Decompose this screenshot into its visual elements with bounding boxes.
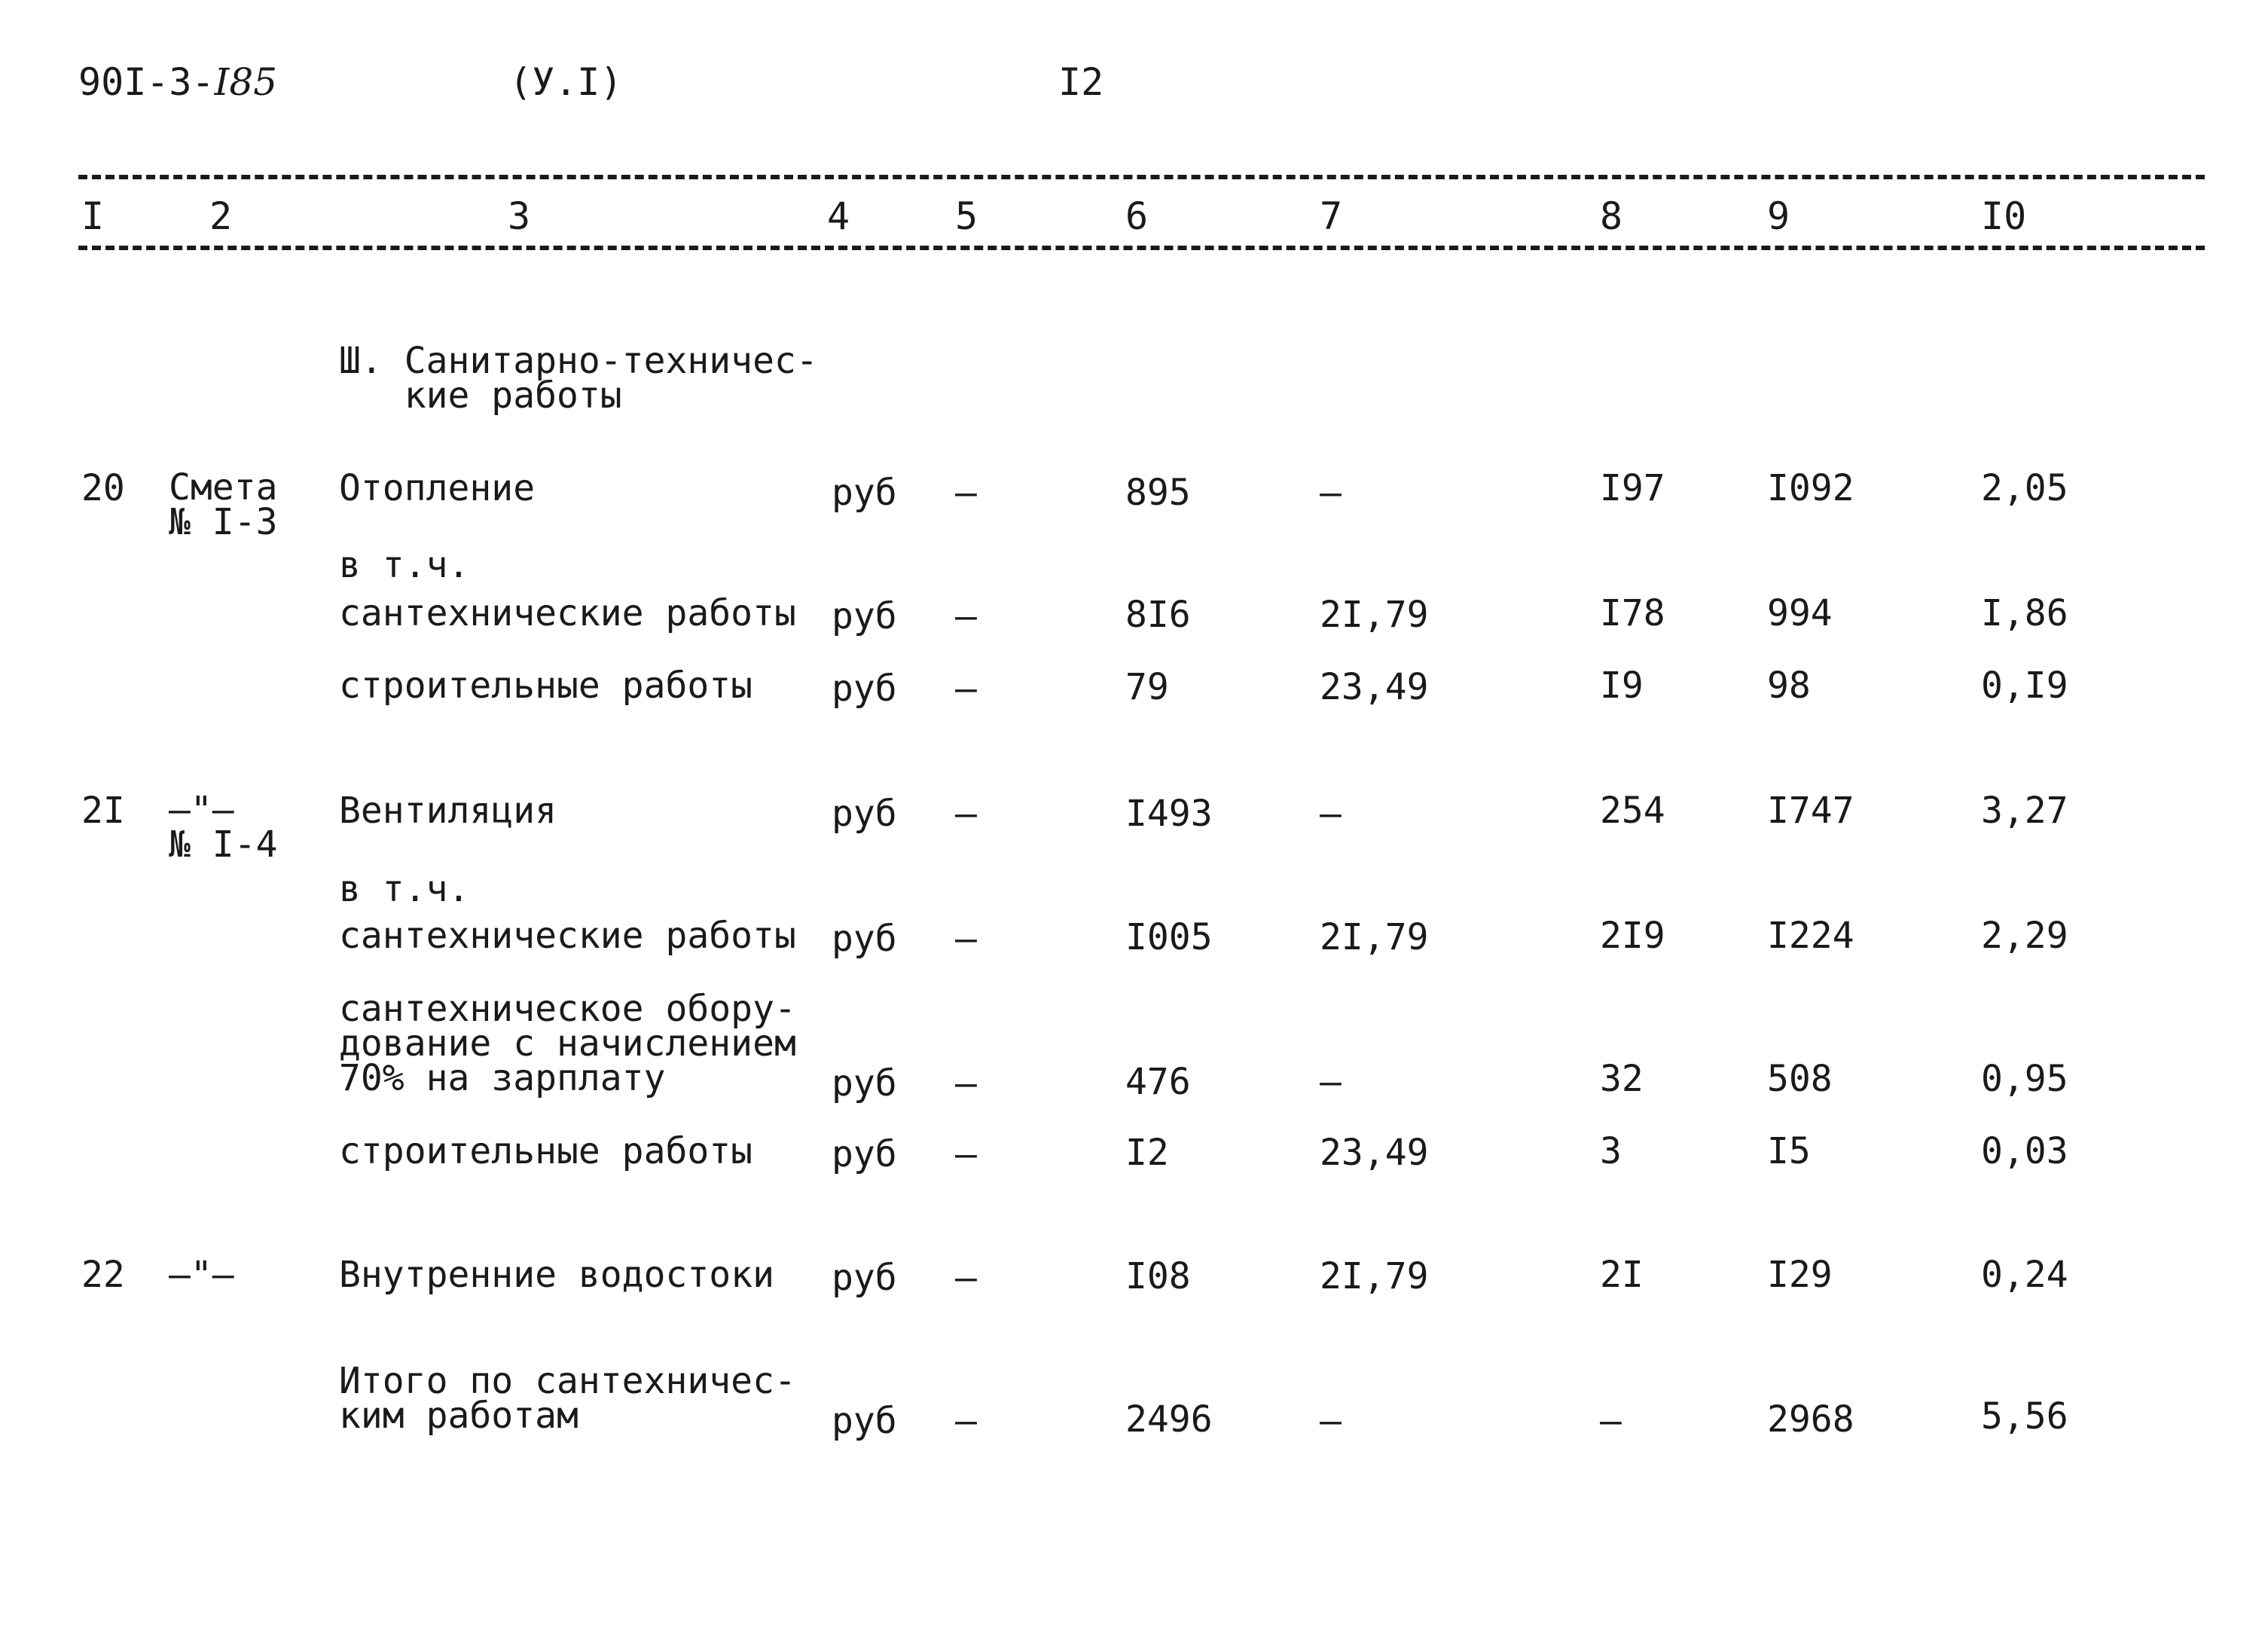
col6-value: 476	[1125, 1061, 1191, 1103]
estimate-reference: –"–	[169, 1254, 234, 1296]
col6-value: I005	[1125, 916, 1213, 958]
col5-value: –	[955, 918, 977, 960]
col10-value: 0,I9	[1981, 665, 2068, 707]
col9-value: I092	[1767, 467, 1854, 509]
row-number: 2I	[81, 790, 125, 832]
estimate-reference: Смета № I-3	[169, 466, 278, 544]
variant-label: (У.I)	[509, 60, 623, 104]
unit: руб	[832, 595, 897, 637]
col9-value: 98	[1767, 665, 1811, 707]
unit: руб	[832, 1133, 897, 1175]
col7-value: 23,49	[1320, 1132, 1429, 1174]
col8-value: 3	[1600, 1130, 1622, 1172]
col10-value: I,86	[1981, 592, 2068, 634]
unit: руб	[832, 1400, 897, 1442]
col8-value: 2I9	[1600, 915, 1665, 957]
col7-value: 2I,79	[1320, 594, 1429, 636]
col5-value: –	[955, 1257, 977, 1299]
unit: руб	[832, 1257, 897, 1299]
unit: руб	[832, 793, 897, 835]
estimate-reference: –"– № I-4	[169, 789, 278, 866]
column-number: I0	[1981, 194, 2027, 238]
col6-value: 2496	[1125, 1398, 1213, 1441]
col9-value: 508	[1767, 1058, 1833, 1100]
column-number: 7	[1320, 194, 1343, 238]
column-number: 4	[827, 194, 850, 238]
col8-value: I78	[1600, 592, 1665, 634]
col9-value: I5	[1767, 1130, 1811, 1172]
work-name: Итого по сантехничес- ким работам	[339, 1360, 796, 1438]
col7-value: –	[1320, 1400, 1342, 1442]
col7-value: 23,49	[1320, 666, 1429, 708]
col10-value: 3,27	[1981, 790, 2068, 832]
unit: руб	[832, 668, 897, 710]
col10-value: 0,03	[1981, 1130, 2068, 1172]
work-name: Вентиляция	[339, 790, 557, 832]
column-number: 6	[1125, 194, 1149, 238]
col9-value: 994	[1767, 592, 1833, 634]
col5-value: –	[955, 1400, 977, 1442]
column-number: 5	[955, 194, 978, 238]
col9-value: I747	[1767, 790, 1854, 832]
col8-value: 254	[1600, 790, 1665, 832]
unit: руб	[832, 918, 897, 960]
work-name: сантехнические работы	[339, 592, 796, 634]
col9-value: I29	[1767, 1254, 1833, 1296]
col7-value: –	[1320, 472, 1342, 514]
row-number: 20	[81, 467, 125, 509]
col10-value: 0,95	[1981, 1058, 2068, 1100]
col6-value: 79	[1125, 666, 1169, 708]
work-name: сантехническое обору- дование с начислением 70% на зарплату	[339, 988, 796, 1100]
col9-value: 2968	[1767, 1398, 1854, 1441]
col10-value: 2,05	[1981, 467, 2068, 509]
document-code-handwritten-number: I85	[214, 60, 277, 104]
work-name: сантехнические работы	[339, 915, 796, 957]
col10-value: 0,24	[1981, 1254, 2068, 1296]
section-title: Ш. Санитарно-техничес- кие работы	[339, 340, 818, 417]
header-rule-top	[78, 175, 2205, 179]
col8-value: –	[1600, 1400, 1622, 1442]
col8-value: I97	[1600, 467, 1665, 509]
page-number: I2	[1058, 60, 1104, 104]
col5-value: –	[955, 472, 977, 514]
col7-value: 2I,79	[1320, 916, 1429, 958]
document-code	[78, 60, 277, 104]
header-rule-bottom	[78, 246, 2205, 250]
col7-value: –	[1320, 1061, 1342, 1103]
col6-value: 895	[1125, 472, 1191, 514]
col8-value: 2I	[1600, 1254, 1644, 1296]
col5-value: –	[955, 1133, 977, 1175]
col10-value: 2,29	[1981, 915, 2068, 957]
unit: руб	[832, 1062, 897, 1105]
column-number: 3	[508, 194, 531, 238]
work-name: Внутренние водостоки	[339, 1254, 774, 1296]
col10-value: 5,56	[1981, 1395, 2068, 1438]
col9-value: I224	[1767, 915, 1854, 957]
column-number: 2	[209, 194, 233, 238]
col7-value: 2I,79	[1320, 1255, 1429, 1297]
col5-value: –	[955, 1062, 977, 1105]
col5-value: –	[955, 668, 977, 710]
row-number: 22	[81, 1254, 125, 1296]
col5-value: –	[955, 793, 977, 835]
work-name: строительные работы	[339, 1130, 753, 1172]
column-number: 9	[1767, 194, 1790, 238]
col6-value: I08	[1125, 1255, 1191, 1297]
document-code-prefix: 90I-3-	[78, 60, 215, 104]
work-name: в т.ч.	[339, 544, 470, 586]
work-name: Отопление	[339, 467, 536, 509]
work-name: в т.ч.	[339, 868, 470, 910]
unit: руб	[832, 472, 897, 514]
col7-value: –	[1320, 793, 1342, 835]
work-name: строительные работы	[339, 665, 753, 707]
col5-value: –	[955, 595, 977, 637]
column-number: 8	[1600, 194, 1623, 238]
col8-value: I9	[1600, 665, 1644, 707]
col6-value: I2	[1125, 1132, 1169, 1174]
col6-value: I493	[1125, 793, 1213, 835]
col8-value: 32	[1600, 1058, 1644, 1100]
col6-value: 8I6	[1125, 594, 1191, 636]
column-number: I	[81, 194, 105, 238]
